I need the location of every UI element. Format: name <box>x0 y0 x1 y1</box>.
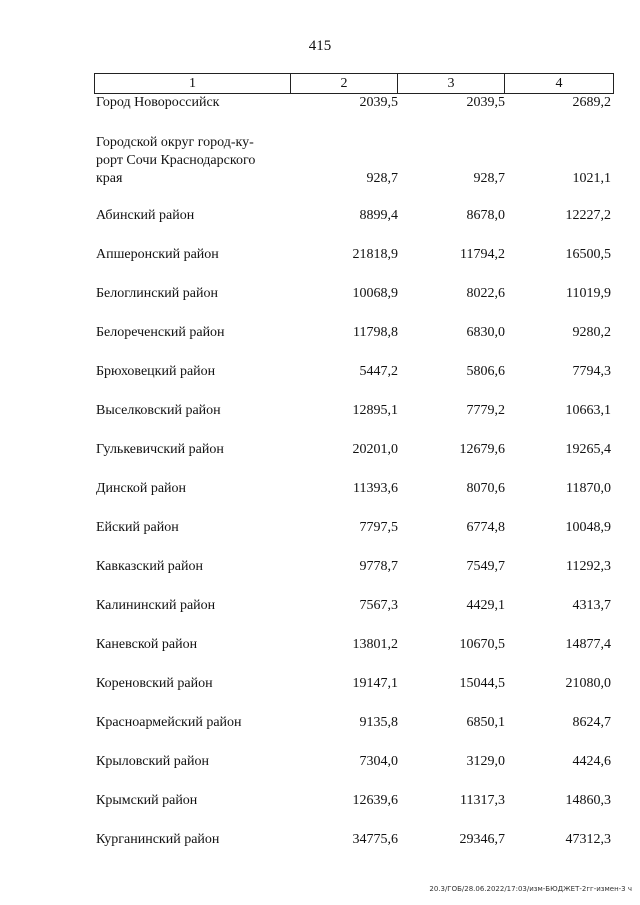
row-value-col4: 8624,7 <box>572 715 611 730</box>
row-value-col4: 12227,2 <box>565 208 611 223</box>
row-value-col3: 15044,5 <box>459 676 505 691</box>
row-value-col4: 11870,0 <box>566 481 611 496</box>
row-value-col2: 11393,6 <box>353 481 398 496</box>
row-value-col3: 11317,3 <box>460 793 505 808</box>
row-name: Калининский район <box>96 598 216 613</box>
row-value-col4: 2689,2 <box>572 95 611 110</box>
row-value-col2: 10068,9 <box>352 286 398 301</box>
row-value-col4: 16500,5 <box>565 247 611 262</box>
row-value-col4: 19265,4 <box>565 442 611 457</box>
row-name: Крыловский район <box>96 754 209 769</box>
row-value-col2: 9778,7 <box>359 559 398 574</box>
row-name: Курганинский район <box>96 832 220 847</box>
row-name: Городской округ город-ку- рорт Сочи Краснодарского края <box>96 135 256 186</box>
row-value-col2: 928,7 <box>366 171 398 186</box>
row-value-col2: 5447,2 <box>359 364 398 379</box>
row-name: Крымский район <box>96 793 198 808</box>
row-value-col3: 7549,7 <box>466 559 505 574</box>
row-name: Выселковский район <box>96 403 221 418</box>
row-value-col4: 14877,4 <box>565 637 611 652</box>
row-value-col3: 12679,6 <box>459 442 505 457</box>
document-footer-note: 20.3/ГОБ/28.06.2022/17:03/изм-БЮДЖЕТ-2гг-измен-3 ч <box>429 885 632 893</box>
row-name: Абинский район <box>96 208 195 223</box>
row-value-col3: 4429,1 <box>466 598 505 613</box>
row-value-col2: 8899,4 <box>359 208 398 223</box>
row-value-col2: 9135,8 <box>359 715 398 730</box>
row-value-col3: 8070,6 <box>466 481 505 496</box>
row-value-col3: 3129,0 <box>466 754 505 769</box>
row-value-col4: 7794,3 <box>572 364 611 379</box>
row-value-col4: 14860,3 <box>565 793 611 808</box>
row-value-col2: 2039,5 <box>359 95 398 110</box>
row-value-col4: 10048,9 <box>565 520 611 535</box>
column-header-4: 4 <box>555 75 563 91</box>
row-value-col4: 21080,0 <box>565 676 611 691</box>
row-value-col4: 11019,9 <box>566 286 611 301</box>
row-value-col3: 7779,2 <box>466 403 505 418</box>
row-name: Каневской район <box>96 637 198 652</box>
row-value-col2: 7304,0 <box>359 754 398 769</box>
row-name: Брюховецкий район <box>96 364 216 379</box>
row-value-col4: 47312,3 <box>565 832 611 847</box>
row-name: Гулькевичский район <box>96 442 224 457</box>
row-name: Белореченский район <box>96 325 225 340</box>
row-value-col3: 928,7 <box>473 171 505 186</box>
row-value-col3: 6774,8 <box>466 520 505 535</box>
row-value-col4: 4424,6 <box>572 754 611 769</box>
row-name: Кореновский район <box>96 676 213 691</box>
row-value-col2: 7797,5 <box>359 520 398 535</box>
row-name: Белоглинский район <box>96 286 218 301</box>
row-value-col3: 2039,5 <box>466 95 505 110</box>
row-value-col3: 10670,5 <box>459 637 505 652</box>
row-value-col3: 11794,2 <box>460 247 505 262</box>
row-name: Ейский район <box>96 520 179 535</box>
row-name: Кавказский район <box>96 559 204 574</box>
column-header-1: 1 <box>95 74 291 93</box>
row-value-col2: 34775,6 <box>352 832 398 847</box>
row-value-col3: 6850,1 <box>466 715 505 730</box>
row-value-col2: 20201,0 <box>352 442 398 457</box>
row-value-col3: 5806,6 <box>466 364 505 379</box>
row-value-col2: 21818,9 <box>352 247 398 262</box>
row-value-col2: 12895,1 <box>352 403 398 418</box>
row-value-col4: 1021,1 <box>572 171 611 186</box>
page-number: 415 <box>308 38 332 54</box>
row-name: Динской район <box>96 481 187 496</box>
row-value-col2: 12639,6 <box>352 793 398 808</box>
row-value-col2: 19147,1 <box>352 676 398 691</box>
row-name: Апшеронский район <box>96 247 219 262</box>
row-value-col2: 11798,8 <box>353 325 398 340</box>
row-value-col2: 7567,3 <box>359 598 398 613</box>
row-value-col3: 29346,7 <box>459 832 505 847</box>
row-value-col4: 4313,7 <box>572 598 611 613</box>
row-value-col3: 8678,0 <box>466 208 505 223</box>
row-value-col4: 10663,1 <box>565 403 611 418</box>
row-name: Город Новороссийск <box>96 95 220 110</box>
row-value-col3: 6830,0 <box>466 325 505 340</box>
column-header-3: 3 <box>398 74 505 93</box>
row-value-col3: 8022,6 <box>466 286 505 301</box>
row-value-col2: 13801,2 <box>352 637 398 652</box>
row-name: Красноармейский район <box>96 715 242 730</box>
column-header-2: 2 <box>291 74 398 93</box>
row-value-col4: 9280,2 <box>572 325 611 340</box>
row-value-col4: 11292,3 <box>566 559 611 574</box>
